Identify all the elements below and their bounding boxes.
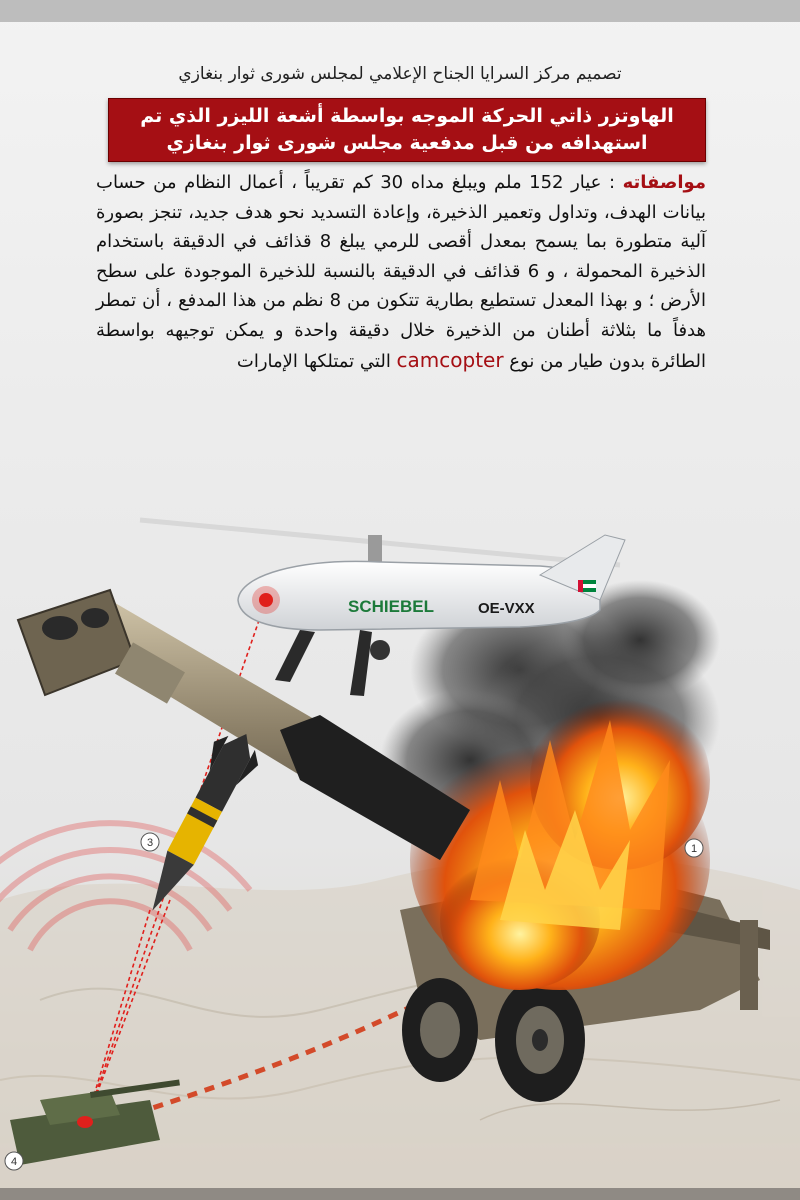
specs-text: : عيار 152 ملم ويبلغ مداه 30 كم تقريباً ، أعمال النظام من حساب بيانات الهدف، وتداول وتعمير الذخيرة، وإعادة التسديد نحو هدف جديد، تنجز بصورة آلية متطورة بما يسمح بمعدل أقصى للرمي يبلغ 8 قذائف في الدقيقة باستخدام الذخيرة المحمولة ، و 6 قذائف في الدقيقة بالنسبة للذخيرة الموجودة على سطح الأرض ؛ و بهذا المعدل تستطيع بطارية تتكون من 8 نظم من هذا المدفع ، أن تمطر هدفاً ما بثلاثة أطنان من الذخيرة خلال دقيقة واحدة و يمكن توجيهه بواسطة الطائرة بدون طيار من نوع [96,172,706,372]
headline-banner [108,98,706,162]
howitzer-wheel-right [495,978,585,1102]
marker-4 [5,1152,23,1170]
howitzer-wheel-left [402,978,478,1082]
bottom-bar [0,1188,800,1200]
marker-3-label: 3 [146,837,154,849]
headline-line-2: استهدافه من قبل مدفعية مجلس شورى ثوار بنغازي [166,132,648,154]
marker-4-label: 4 [10,1156,18,1168]
marker-1 [685,839,703,857]
top-bar [0,0,800,22]
headline-line-1: الهاوتزر ذاتي الحركة الموجه بواسطة أشعة الليزر الذي تم [140,105,674,127]
marker-3 [141,833,159,851]
drone-brand-label: SCHIEBEL [348,597,434,616]
drone-registration-label: OE-VXX [478,600,535,617]
camcopter-highlight: camcopter [396,347,504,372]
specs-paragraph [96,168,706,376]
specs-label: مواصفاته [622,172,706,193]
design-credit: تصميم مركز السرايا الجناح الإعلامي لمجلس شورى ثوار بنغازي [178,64,622,84]
battle-illustration [0,480,800,1188]
specs-text-end: التي تمتلكها الإمارات [236,350,397,372]
marker-1-label: 1 [690,843,698,855]
